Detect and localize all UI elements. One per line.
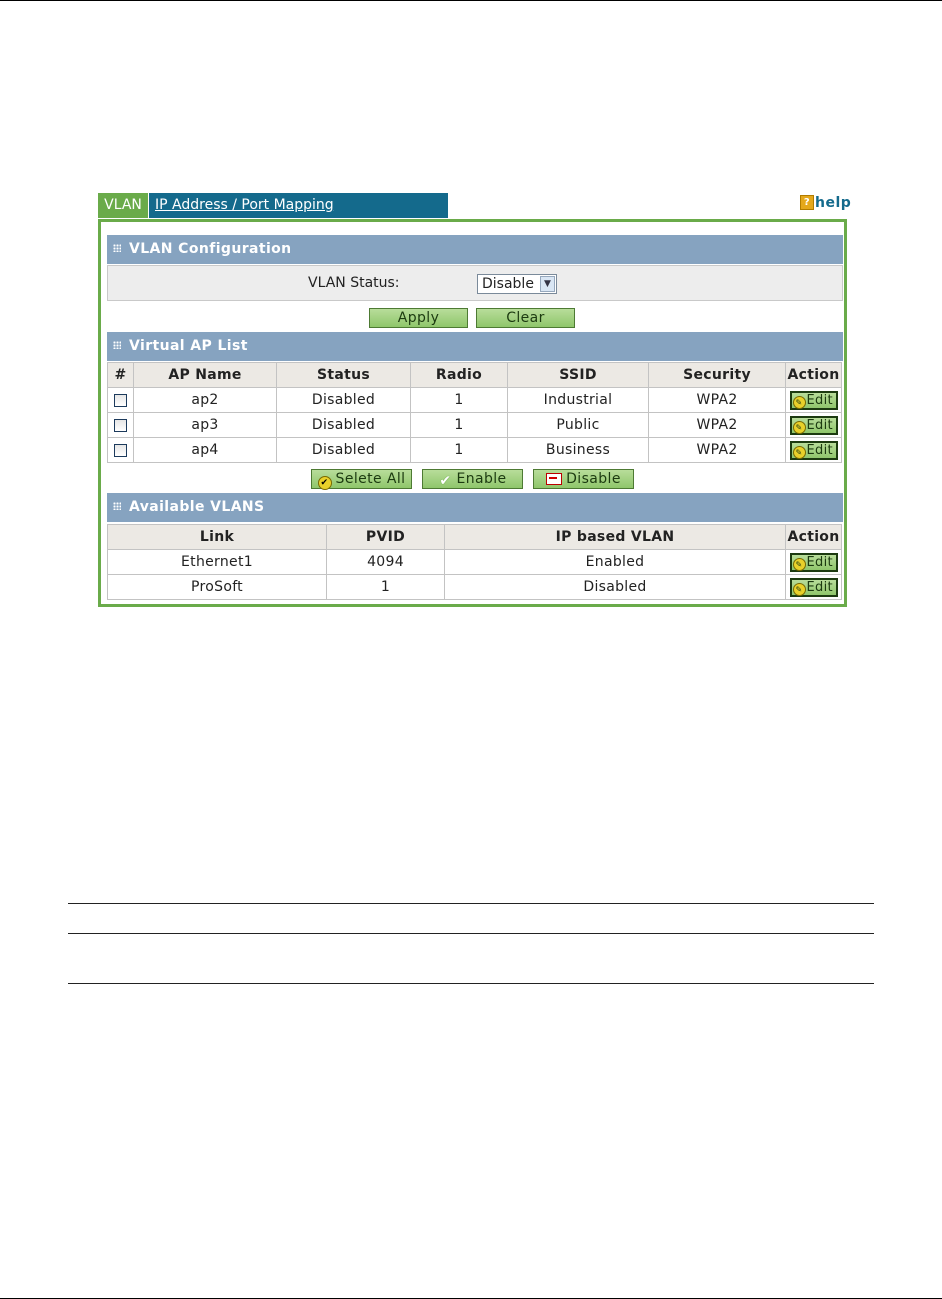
ssid-cell: Industrial: [508, 388, 649, 413]
table-row: [108, 413, 842, 438]
table-row: [108, 550, 842, 575]
table-row: [108, 438, 842, 463]
col-header-ap-name: AP Name: [134, 363, 277, 388]
available-vlans-header: [107, 493, 843, 522]
row-checkbox[interactable]: [114, 394, 127, 407]
tab-vlan[interactable]: VLAN: [98, 193, 148, 218]
action-cell: [786, 550, 842, 575]
edit-icon: ✎: [793, 421, 806, 434]
ap-name-cell: ap4: [134, 438, 277, 463]
col-header-radio: Radio: [411, 363, 508, 388]
security-cell: WPA2: [649, 438, 786, 463]
check-circle-icon: ✔: [318, 476, 332, 490]
edit-label: Edit: [806, 554, 833, 570]
row-checkbox[interactable]: [114, 444, 127, 457]
status-cell: Disabled: [277, 413, 411, 438]
enable-label: Enable: [456, 471, 507, 487]
edit-label: Edit: [806, 417, 833, 433]
vlan-panel: [98, 219, 847, 607]
help-label: help: [815, 195, 852, 211]
pvid-cell: 4094: [327, 550, 445, 575]
col-header-action: Action: [786, 525, 842, 550]
vlan-configuration-header: [107, 235, 843, 264]
col-header-number: #: [108, 363, 134, 388]
edit-button[interactable]: [790, 391, 838, 410]
disable-button[interactable]: [533, 469, 634, 489]
document-rule: [68, 933, 874, 934]
disable-label: Disable: [566, 471, 621, 487]
col-header-status: Status: [277, 363, 411, 388]
grip-icon: [113, 502, 121, 510]
chevron-down-icon: ▼: [540, 276, 555, 292]
row-checkbox[interactable]: [114, 419, 127, 432]
pvid-cell: 1: [327, 575, 445, 600]
col-header-ssid: SSID: [508, 363, 649, 388]
col-header-ip-based-vlan: IP based VLAN: [445, 525, 786, 550]
checkmark-icon: ✔: [439, 473, 452, 489]
table-header-row: [108, 525, 842, 550]
col-header-security: Security: [649, 363, 786, 388]
document-rule: [68, 903, 874, 904]
edit-button[interactable]: [790, 553, 838, 572]
security-cell: WPA2: [649, 388, 786, 413]
status-cell: Disabled: [277, 438, 411, 463]
ssid-cell: Public: [508, 413, 649, 438]
help-link[interactable]: [800, 195, 851, 215]
edit-icon: ✎: [793, 396, 806, 409]
clear-button[interactable]: Clear: [476, 308, 575, 328]
virtual-ap-table: [107, 362, 842, 463]
vlan-configuration-title: VLAN Configuration: [129, 241, 292, 257]
action-cell: [786, 438, 842, 463]
action-cell: [786, 388, 842, 413]
question-icon: ?: [800, 195, 814, 210]
row-select-cell: [108, 413, 134, 438]
ip-vlan-cell: Disabled: [445, 575, 786, 600]
radio-cell: 1: [411, 438, 508, 463]
vlan-status-label: VLAN Status:: [308, 275, 400, 291]
grip-icon: [113, 341, 121, 349]
table-row: [108, 575, 842, 600]
grip-icon: [113, 244, 121, 252]
col-header-link: Link: [108, 525, 327, 550]
virtual-ap-list-header: [107, 332, 843, 361]
available-vlans-title: Available VLANS: [129, 499, 265, 515]
edit-label: Edit: [806, 579, 833, 595]
action-cell: [786, 575, 842, 600]
edit-button[interactable]: [790, 441, 838, 460]
document-rule: [68, 983, 874, 984]
radio-cell: 1: [411, 413, 508, 438]
ip-vlan-cell: Enabled: [445, 550, 786, 575]
row-select-cell: [108, 388, 134, 413]
select-all-button[interactable]: [311, 469, 412, 489]
security-cell: WPA2: [649, 413, 786, 438]
edit-label: Edit: [806, 392, 833, 408]
ap-name-cell: ap3: [134, 413, 277, 438]
enable-button[interactable]: [422, 469, 523, 489]
action-cell: [786, 413, 842, 438]
table-row: [108, 388, 842, 413]
link-cell: Ethernet1: [108, 550, 327, 575]
edit-icon: ✎: [793, 446, 806, 459]
tab-ip-address-port-mapping[interactable]: IP Address / Port Mapping: [149, 193, 448, 218]
minus-icon: [546, 473, 562, 485]
table-header-row: [108, 363, 842, 388]
ap-name-cell: ap2: [134, 388, 277, 413]
vlan-status-row: [107, 265, 843, 301]
edit-icon: ✎: [793, 558, 806, 571]
col-header-action: Action: [786, 363, 842, 388]
col-header-pvid: PVID: [327, 525, 445, 550]
radio-cell: 1: [411, 388, 508, 413]
edit-label: Edit: [806, 442, 833, 458]
edit-button[interactable]: [790, 578, 838, 597]
row-select-cell: [108, 438, 134, 463]
vlan-status-value: Disable: [482, 276, 534, 292]
apply-button[interactable]: Apply: [369, 308, 468, 328]
vlan-status-select[interactable]: [477, 274, 557, 294]
ssid-cell: Business: [508, 438, 649, 463]
link-cell: ProSoft: [108, 575, 327, 600]
edit-icon: ✎: [793, 583, 806, 596]
page-top-rule: [0, 0, 942, 1]
available-vlans-table: [107, 524, 842, 600]
edit-button[interactable]: [790, 416, 838, 435]
virtual-ap-list-title: Virtual AP List: [129, 338, 248, 354]
select-all-label: Selete All: [335, 471, 406, 487]
status-cell: Disabled: [277, 388, 411, 413]
